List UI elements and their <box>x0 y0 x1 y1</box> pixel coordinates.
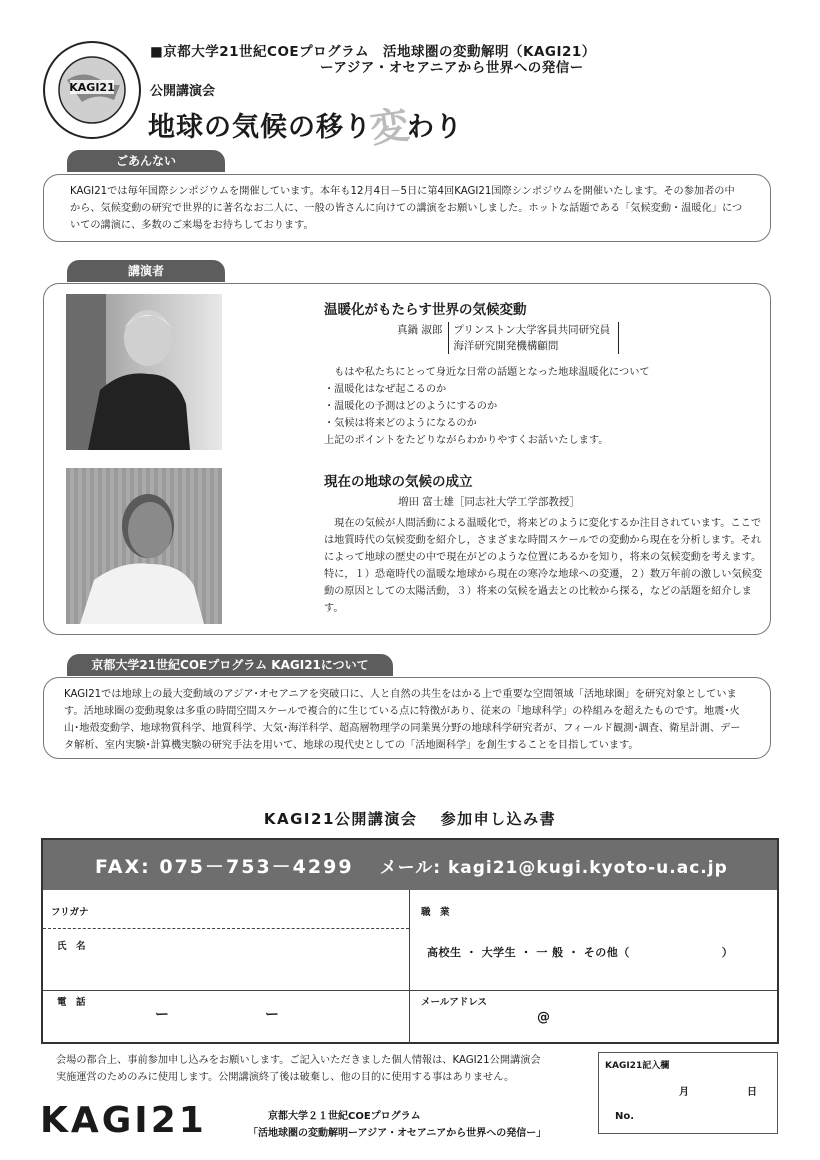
name-field[interactable] <box>49 932 405 986</box>
kagi21-office-use-box <box>598 1052 778 1134</box>
form-divider-row2 <box>43 990 777 991</box>
tel-field[interactable] <box>49 1008 405 1040</box>
lecture1-speaker <box>397 322 619 354</box>
form-divider-vertical <box>409 890 410 1043</box>
lecture1-affiliation <box>448 322 619 354</box>
lecture1-affil2: 海洋研究開発機構顧問 <box>453 340 559 352</box>
mail-address: メール: kagi21@kugi.kyoto-u.ac.jp <box>379 857 728 878</box>
fax-number: FAX: 075－753－4299 <box>95 855 354 878</box>
intro-box <box>43 174 771 242</box>
about-box <box>43 677 771 759</box>
lecture2-body: 現在の気候が人間活動による温暖化で，将来どのように変化するか注目されています。ここでは地質時代の気候変動を紹介し，さまざまな時間スケールでの変動から現在を分析します。それによって地球の歴史の中で現在がどのような位置にあるかを知り，将来の気候変動を考えます。特に，１）恐竜時代の温暖な地球から現在の寒冷な地球への変遷，２）数万年前の激しい気候変動の原因としての太陽活動，３）将来の気候を過去との比較から探る，などの話題を紹介します。 <box>324 518 763 614</box>
office-box-title: KAGI21記入欄 <box>605 1061 670 1071</box>
header-line2: ーアジア・オセアニアから世界への発信ー <box>320 60 584 76</box>
speakers-tab: 講演者 <box>67 260 225 282</box>
footer-program-subtitle: 「活地球圏の変動解明ーアジア・オセアニアから世界への発信ー」 <box>248 1128 547 1139</box>
tel-label: 電 話 <box>57 997 86 1008</box>
seal-text: KAGI21 <box>69 81 115 94</box>
footer-program: 京都大学２１世紀COEプログラム <box>268 1111 421 1122</box>
lecture1-line: 上記のポイントをたどりながらわかりやすくお話いたします。 <box>324 435 609 446</box>
intro-text: KAGI21では毎年国際シンポジウムを開催しています。本年も12月4日－5日に第4回KAGI21国際シンポジウムを開催いたします。その参加者の中から、気候変動の研究で世界的に著名なお二人に、一般の皆さんに向けての講演をお願いしました。ホットな話題である「気候変動・温暖化」についての講演に、多数のご来場をお待ちしております。 <box>70 186 743 231</box>
job-options[interactable]: 高校生 ・ 大学生 ・ 一 般 ・ その他（ ） <box>427 946 734 959</box>
job-label: 職 業 <box>421 907 450 918</box>
office-box-number: No. <box>615 1111 635 1122</box>
title-part-a: 地球の気候の移り <box>148 112 372 143</box>
lecture1-line: ・温暖化の予測はどのようにするのか <box>324 401 498 412</box>
lecture1-title: 温暖化がもたらす世界の気候変動 <box>324 302 527 318</box>
lecture2-title: 現在の地球の気候の成立 <box>324 474 473 490</box>
title-ghost-char: 変 <box>367 102 413 152</box>
speaker1-photo <box>66 294 222 450</box>
tel-dash-1: ー <box>155 1007 169 1023</box>
lecture1-line: ・温暖化はなぜ起こるのか <box>324 384 447 395</box>
header-subtitle: 公開講演会 <box>150 84 216 99</box>
office-box-month: 月 <box>679 1087 689 1098</box>
furigana-field[interactable] <box>49 898 405 926</box>
privacy-note <box>56 1052 541 1086</box>
form-contact-header <box>43 840 777 890</box>
intro-tab: ごあんない <box>67 150 225 172</box>
tel-dash-2: ー <box>265 1007 279 1023</box>
lecture2-speaker: 増田 富士雄［同志社大学工学部教授］ <box>398 496 580 508</box>
lecture1-line: ・気候は将来どのようになるのか <box>324 418 477 429</box>
about-tab: 京都大学21世紀COEプログラム KAGI21について <box>67 654 393 676</box>
lecture1-speaker-name: 真鍋 淑郎 <box>397 324 443 336</box>
header-line1: ■京都大学21世紀COEプログラム 活地球圏の変動解明（KAGI21） <box>150 44 596 60</box>
lecture1-affil1: プリンストン大学客員共同研究員 <box>453 324 611 336</box>
name-label: 氏 名 <box>57 941 86 952</box>
about-text: KAGI21では地球上の最大変動域のアジア･オセアニアを突破口に、人と自然の共生をはかる上で重要な空間領域「活地球圏」を研究対象としています。活地球圏の変動現象は多重の時間空間スケールで複合的に生じている点に特徴があり、従来の「地球科学」の枠組みを超えたものです。地震･火山･地殻変動学、地球物質科学、地質科学、大気･海洋科学、超高層物理学の同業異分野の地球科学研究者が、フィールド観測･調査、衛星計測、データ解析、室内実験･計算機実験の研究手法を用いて、地球の現代史としての「活地圏科学」を創生することを目指しています。 <box>64 689 741 751</box>
title-part-b: わり <box>407 112 464 143</box>
speaker2-photo <box>66 468 222 624</box>
application-form <box>41 838 779 1044</box>
lecture1-line: もはや私たちにとって身近な日常の話題となった地球温暖化について <box>324 367 650 378</box>
page-title <box>148 96 463 151</box>
kagi21-seal-logo <box>42 40 142 140</box>
office-box-day: 日 <box>747 1087 757 1098</box>
form-title: KAGI21公開講演会 参加申し込み書 <box>263 810 557 828</box>
email-at-sign: @ <box>537 1010 550 1025</box>
furigana-label: フリガナ <box>51 907 89 918</box>
email-field[interactable] <box>415 1008 771 1040</box>
privacy-note-line1: 会場の都合上、事前参加申し込みをお願いします。ご記入いただきました個人情報は、KAGI21公開講演会 <box>56 1055 541 1066</box>
lecture1-body <box>324 364 764 449</box>
form-divider-furigana <box>43 928 409 929</box>
email-label: メールアドレス <box>421 997 488 1008</box>
privacy-note-line2: 実施運営のためのみに使用します。公開講演終了後は破棄し、他の目的に使用する事はありません。 <box>56 1072 515 1083</box>
kagi21-wordmark-logo: KAGI21 <box>40 1100 207 1141</box>
